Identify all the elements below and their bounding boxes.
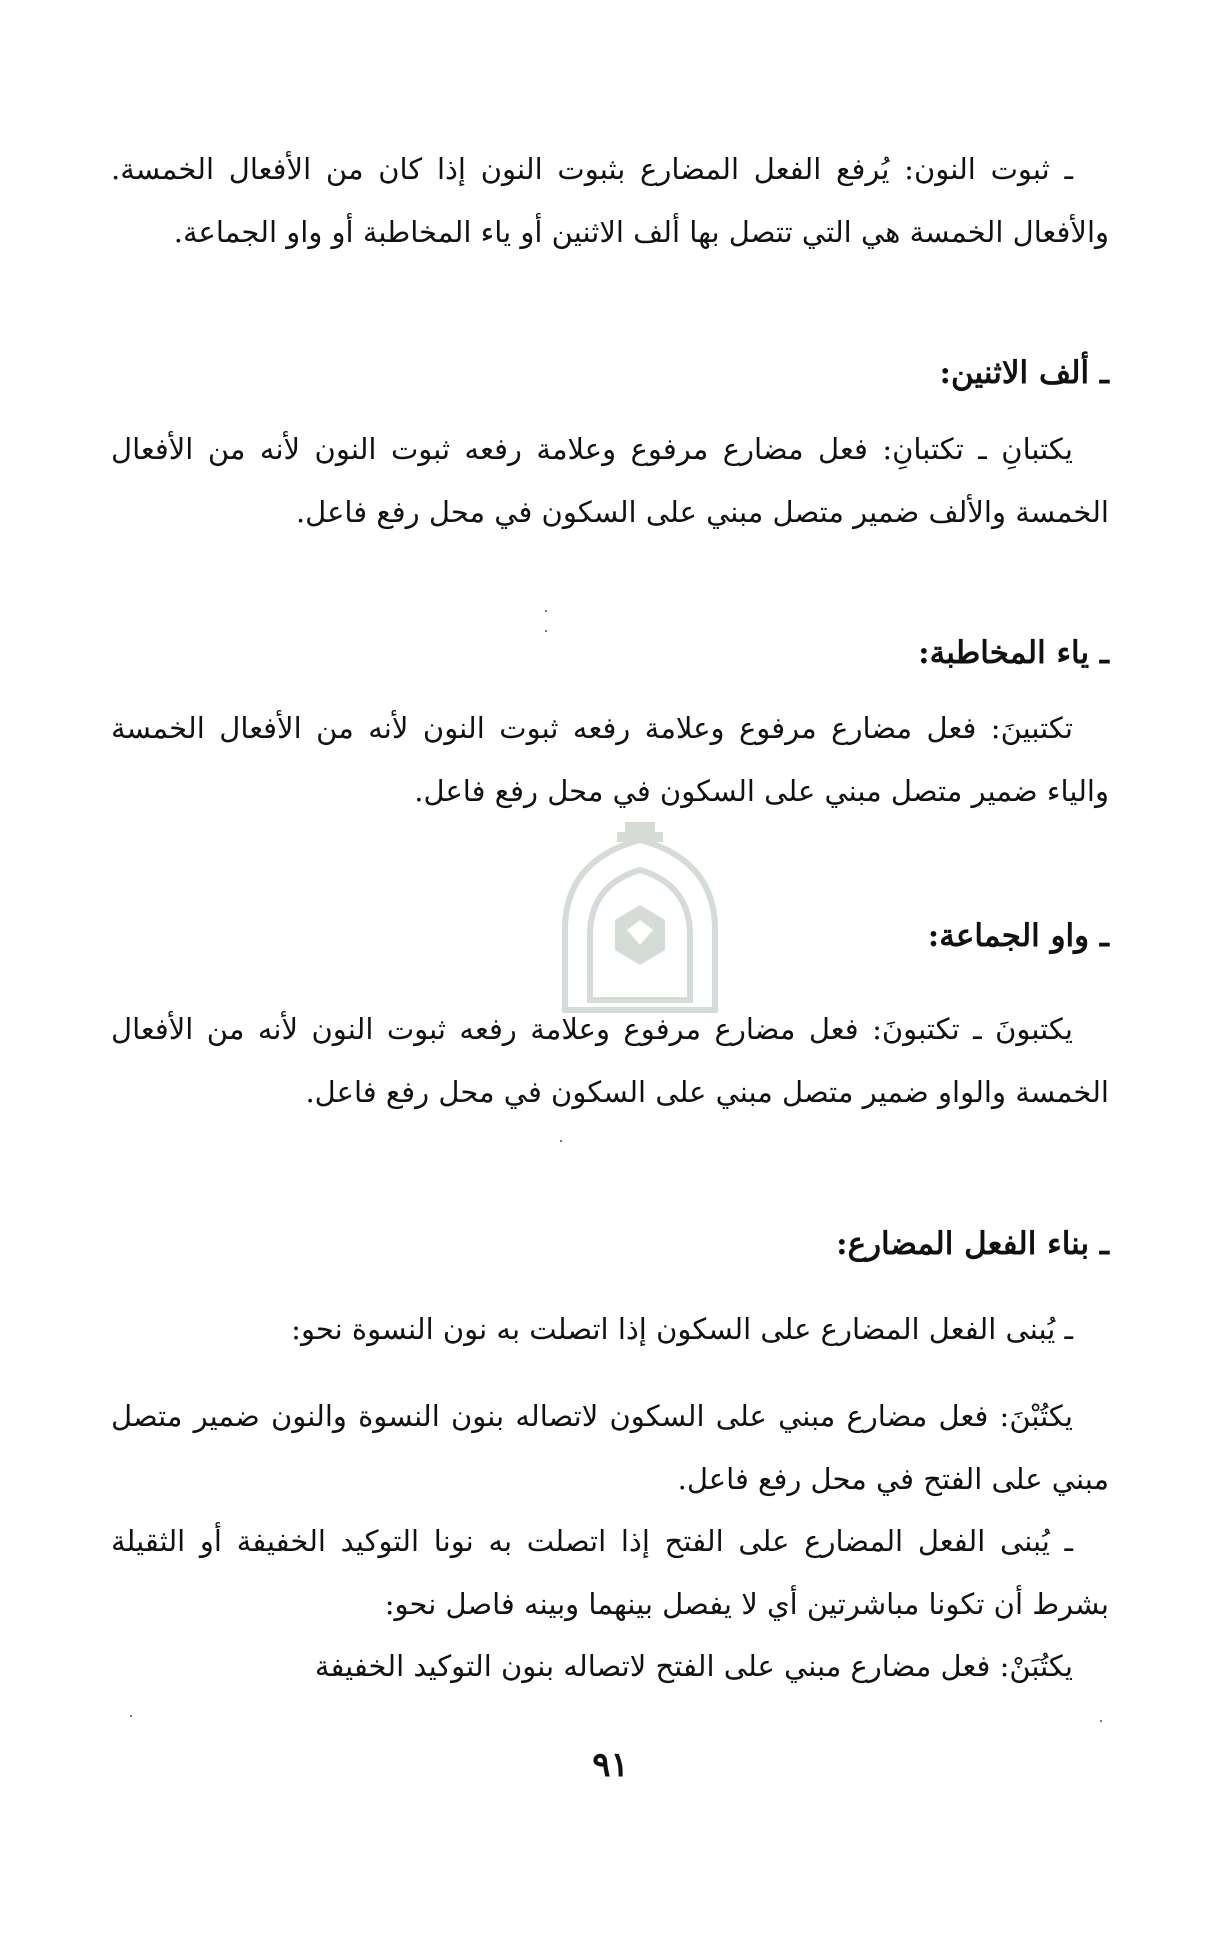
section-1: [111, 138, 1109, 264]
scan-speck: [545, 630, 547, 632]
paragraph-yaktubani: يكتبانِ ـ تكتبانِ: فعل مضارع مرفوع وعلامة رفعه ثبوت النون لأنه من الأفعال الخمسة والألف ضمير متصل مبني على السكون في محل رفع فاعل.: [111, 432, 1109, 529]
heading-binaa-al-fil-al-mudari: ـ بناء الفعل المضارع:: [836, 1226, 1109, 1262]
section-4: [111, 622, 1109, 685]
scan-speck: [1100, 1720, 1102, 1722]
section-2: [111, 342, 1109, 405]
paragraph-yaktubann: يكتُبَنْ: فعل مضارع مبني على الفتح لاتصاله بنون التوكيد الخفيفة: [314, 1649, 1073, 1683]
scan-speck: [130, 1715, 132, 1717]
section-9: [111, 1298, 1109, 1361]
paragraph-sukun-rule: ـ يُبنى الفعل المضارع على السكون إذا اتصلت به نون النسوة نحو:: [291, 1312, 1073, 1346]
seal-watermark-icon: [545, 820, 735, 1020]
heading-ya-al-mukhataba: ـ ياء المخاطبة:: [918, 635, 1109, 671]
section-10: [111, 1385, 1109, 1511]
scan-speck: [560, 1140, 562, 1142]
heading-alif-al-ithnayn: ـ ألف الاثنين:: [939, 355, 1109, 391]
scan-speck: [545, 610, 547, 612]
paragraph-taktubina: تكتبينَ: فعل مضارع مرفوع وعلامة رفعه ثبوت النون لأنه من الأفعال الخمسة والياء ضمير متصل مبني على السكون في محل رفع فاعل.: [111, 711, 1109, 808]
section-12: [111, 1635, 1109, 1698]
section-11: [111, 1510, 1109, 1636]
paragraph-fath-rule: ـ يُبنى الفعل المضارع على الفتح إذا اتصلت به نونا التوكيد الخفيفة أو الثقيلة بشرط أن تكونا مباشرتين أي لا يفصل بينهما وبينه فاصل نحو:: [111, 1524, 1109, 1621]
section-8: [111, 1213, 1109, 1276]
section-3: [111, 418, 1109, 544]
paragraph-yaktubna: يكتُبْنَ: فعل مضارع مبني على السكون لاتصاله بنون النسوة والنون ضمير متصل مبني على الفتح في محل رفع فاعل.: [111, 1399, 1109, 1496]
paragraph-thubut-al-nun: ـ ثبوت النون: يُرفع الفعل المضارع بثبوت النون إذا كان من الأفعال الخمسة. والأفعال الخمسة هي التي تتصل بها ألف الاثنين أو ياء المخاطبة أو واو الجماعة.: [111, 152, 1109, 249]
page-number: ٩١: [592, 1745, 629, 1785]
section-5: [111, 697, 1109, 823]
paragraph-yaktubuna: يكتبونَ ـ تكتبونَ: فعل مضارع مرفوع وعلامة رفعه ثبوت النون لأنه من الأفعال الخمسة والواو ضمير متصل مبني على السكون في محل رفع فاعل.: [111, 1012, 1109, 1109]
heading-waw-al-jamaa: ـ واو الجماعة:: [927, 918, 1109, 954]
